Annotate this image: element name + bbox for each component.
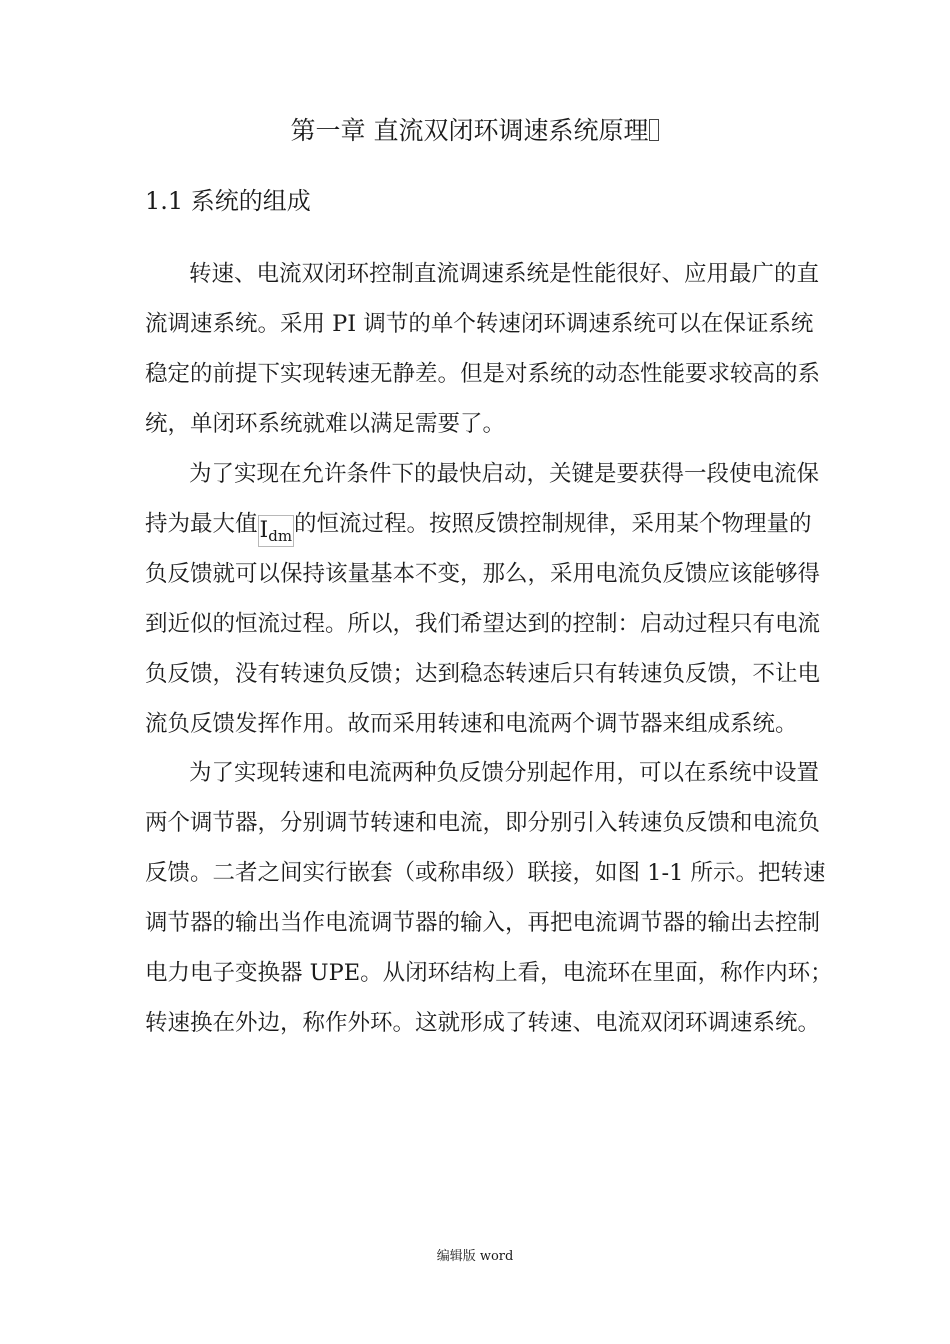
paragraph-1 bbox=[145, 249, 821, 449]
paragraph-line: 负反馈，没有转速负反馈；达到稳态转速后只有转速负反馈，不让电 bbox=[145, 661, 821, 687]
paragraph-line: 转速换在外边，称作外环。这就形成了转速、电流双闭环调速系统。 bbox=[145, 1010, 821, 1036]
chapter-title-text: 第一章 直流双闭环调速系统原理 bbox=[290, 116, 649, 145]
paragraph-line: 电力电子变换器 UPE。从闭环结构上看，电流环在里面，称作内环； bbox=[145, 960, 833, 986]
paragraph-2 bbox=[145, 449, 821, 749]
formula-symbol: I bbox=[259, 518, 269, 543]
paragraph-line: 转速、电流双闭环控制直流调速系统是性能很好、应用最广的直 bbox=[189, 261, 820, 287]
missing-glyph-box bbox=[649, 119, 659, 141]
chapter-title bbox=[0, 114, 950, 148]
section-heading: 1.1 系统的组成 bbox=[145, 187, 311, 215]
formula-idm bbox=[258, 515, 295, 547]
paragraph-line: 负反馈就可以保持该量基本不变，那么，采用电流负反馈应该能够得 bbox=[145, 561, 821, 587]
paragraph-line: 流负反馈发挥作用。故而采用转速和电流两个调节器来组成系统。 bbox=[145, 711, 798, 737]
paragraph-line: 反馈。二者之间实行嵌套（或称串级）联接，如图 1-1 所示。把转速 bbox=[145, 860, 826, 886]
paragraph-line: 调节器的输出当作电流调节器的输入，再把电流调节器的输出去控制 bbox=[145, 910, 821, 936]
line-text-after: 的恒流过程。按照反馈控制规律，采用某个物理量的 bbox=[294, 511, 812, 537]
paragraph-3 bbox=[145, 748, 833, 1048]
paragraph-line: 流调速系统。采用 PI 调节的单个转速闭环调速系统可以在保证系统 bbox=[145, 311, 814, 337]
paragraph-line: 到近似的恒流过程。所以，我们希望达到的控制：启动过程只有电流 bbox=[145, 611, 821, 637]
paragraph-line: 两个调节器，分别调节转速和电流，即分别引入转速负反馈和电流负 bbox=[145, 810, 821, 836]
line-text-before: 持为最大值 bbox=[145, 511, 258, 537]
paragraph-line: 为了实现在允许条件下的最快启动，关键是要获得一段使电流保 bbox=[189, 461, 820, 487]
formula-subscript: dm bbox=[268, 527, 293, 545]
paragraph-line: 稳定的前提下实现转速无静差。但是对系统的动态性能要求较高的系 bbox=[145, 361, 821, 387]
paragraph-line: 统，单闭环系统就难以满足需要了。 bbox=[145, 411, 506, 437]
paragraph-line-with-formula bbox=[145, 499, 815, 549]
paragraph-line: 为了实现转速和电流两种负反馈分别起作用，可以在系统中设置 bbox=[189, 760, 820, 786]
page-footer: 编辑版 word bbox=[436, 1249, 514, 1264]
